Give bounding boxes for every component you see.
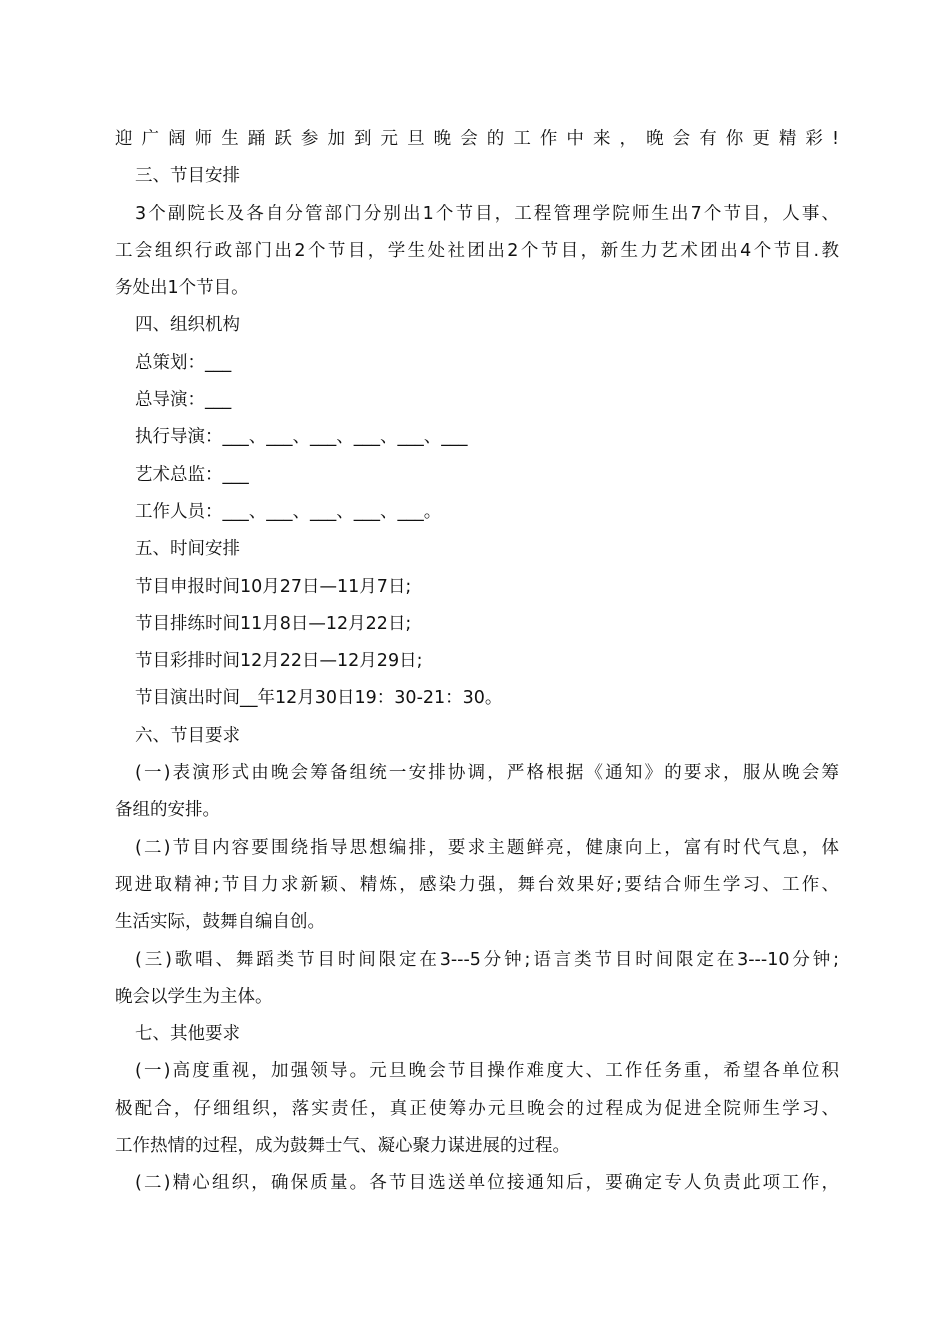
- paragraph-line: (三)歌唱、舞蹈类节目时间限定在3---5分钟;语言类节目时间限定在3---10分钟;: [135, 949, 839, 970]
- paragraph-line: 现进取精神;节目力求新颖、精炼，感染力强，舞台效果好;要结合师生学习、工作、: [115, 874, 839, 895]
- list-item: 执行导演：___、___、___、___、___、___: [135, 427, 468, 448]
- paragraph-line: (一)表演形式由晚会筹备组统一安排协调，严格根据《通知》的要求，服从晚会筹: [135, 763, 839, 784]
- paragraph-line: 迎广阔师生踊跃参加到元旦晚会的工作中来，晚会有你更精彩!: [115, 129, 839, 149]
- paragraph-line: 务处出1个节目。: [115, 278, 249, 299]
- paragraph-line: 极配合，仔细组织，落实责任，真正使筹办元旦晚会的过程成为促进全院师生学习、: [115, 1098, 839, 1119]
- paragraph-line: (二)精心组织，确保质量。各节目选送单位接通知后，要确定专人负责此项工作，: [135, 1173, 839, 1194]
- paragraph-line: 备组的安排。: [115, 800, 220, 821]
- section-heading: 三、节目安排: [135, 166, 240, 187]
- section-heading: 五、时间安排: [135, 539, 240, 560]
- paragraph-line: 3个副院长及各自分管部门分别出1个节目，工程管理学院师生出7个节目，人事、: [135, 203, 839, 224]
- list-item: 节目排练时间11月8日—12月22日;: [135, 613, 412, 634]
- document-body: [115, 121, 839, 1203]
- list-item: 工作人员：___、___、___、___、___。: [135, 501, 442, 522]
- paragraph-line: (二)节目内容要围绕指导思想编排，要求主题鲜亮，健康向上，富有时代气息，体: [135, 837, 839, 858]
- list-item: 节目彩排时间12月22日—12月29日;: [135, 651, 423, 672]
- list-item: 艺术总监：___: [135, 464, 249, 485]
- list-item: 节目演出时间__年12月30日19：30-21：30。: [135, 688, 503, 709]
- section-heading: 七、其他要求: [135, 1024, 240, 1045]
- paragraph-line: (一)高度重视，加强领导。元旦晚会节目操作难度大、工作任务重，希望各单位积: [135, 1061, 839, 1082]
- paragraph-line: 生活实际，鼓舞自编自创。: [115, 912, 325, 933]
- list-item: 总策划：___: [135, 352, 232, 373]
- section-heading: 六、节目要求: [135, 725, 240, 746]
- paragraph-line: 晚会以学生为主体。: [115, 986, 273, 1007]
- paragraph-line: 工作热情的过程，成为鼓舞士气、凝心聚力谋进展的过程。: [115, 1136, 570, 1157]
- paragraph-line: 工会组织行政部门出2个节目，学生处社团出2个节目，新生力艺术团出4个节目.教: [115, 240, 839, 261]
- list-item: 总导演：___: [135, 390, 232, 411]
- list-item: 节目申报时间10月27日—11月7日;: [135, 576, 412, 597]
- section-heading: 四、组织机构: [135, 315, 240, 336]
